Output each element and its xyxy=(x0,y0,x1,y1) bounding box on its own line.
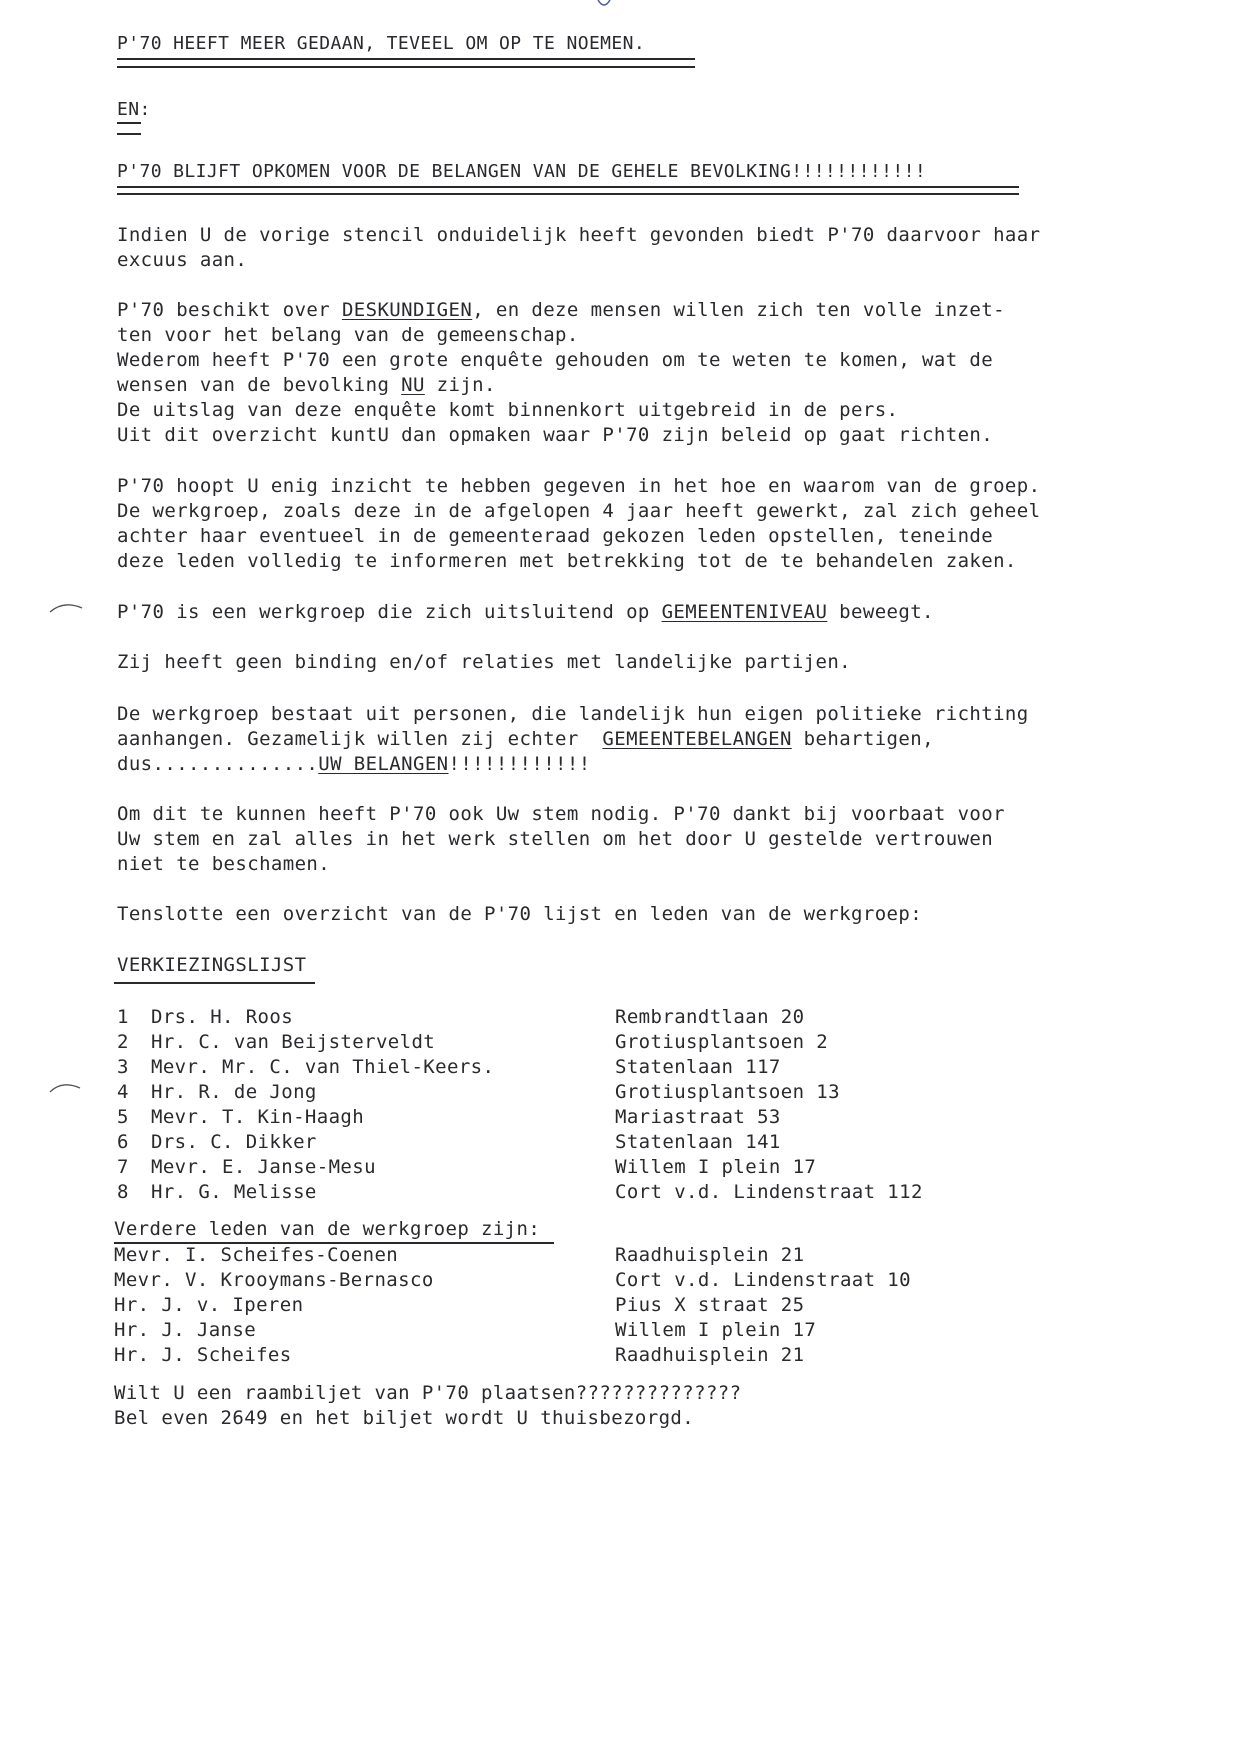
member-name: Hr. J. Janse xyxy=(114,1319,257,1341)
paragraph-line: De uitslag van deze enquête komt binnenkort uitgebreid in de pers. xyxy=(117,399,899,421)
paragraph-line: Om dit te kunnen heeft P'70 ook Uw stem nodig. P'70 dankt bij voorbaat voor xyxy=(117,803,1005,825)
underlined-text: GEMEENTENIVEAU xyxy=(661,601,828,623)
paragraph-line xyxy=(117,752,591,777)
paragraph-line: Indien U de vorige stencil onduidelijk heeft gevonden biedt P'70 daarvoor haar xyxy=(117,224,1041,246)
candidate-address: Grotiusplantsoen 2 xyxy=(615,1031,829,1053)
text-run: P'70 beschikt over xyxy=(117,299,342,321)
candidate-name: Hr. G. Melisse xyxy=(151,1181,317,1203)
list-title-rule xyxy=(114,982,315,984)
member-address: Raadhuisplein 21 xyxy=(615,1344,805,1366)
member-name: Hr. J. v. Iperen xyxy=(114,1294,304,1316)
candidate-name: Drs. C. Dikker xyxy=(151,1131,317,1153)
member-address: Cort v.d. Lindenstraat 10 xyxy=(615,1269,911,1291)
underlined-text: UW BELANGEN xyxy=(318,753,449,775)
text-run: behartigen, xyxy=(791,728,934,750)
candidate-address: Rembrandtlaan 20 xyxy=(615,1006,805,1028)
candidate-name: Hr. R. de Jong xyxy=(151,1081,317,1103)
text-run: !!!!!!!!!!!! xyxy=(448,753,591,775)
candidate-number: 1 xyxy=(117,1006,129,1028)
closing-line: Bel even 2649 en het biljet wordt U thuisbezorgd. xyxy=(114,1407,695,1429)
paragraph-line: excuus aan. xyxy=(117,249,248,271)
candidate-number: 2 xyxy=(117,1031,129,1053)
member-address: Willem I plein 17 xyxy=(615,1319,817,1341)
paragraph-line: De werkgroep bestaat uit personen, die landelijk hun eigen politieke richting xyxy=(117,703,1029,725)
list-title: VERKIEZINGSLIJST xyxy=(117,954,307,976)
paragraph-line: achter haar eventueel in de gemeenteraad gekozen leden opstellen, teneinde xyxy=(117,525,994,547)
candidate-address: Statenlaan 117 xyxy=(615,1056,781,1078)
candidate-number: 6 xyxy=(117,1131,129,1153)
member-name: Mevr. V. Krooymans-Bernasco xyxy=(114,1269,434,1291)
margin-mark xyxy=(48,600,84,614)
candidate-number: 5 xyxy=(117,1106,129,1128)
underlined-text: GEMEENTEBELANGEN xyxy=(602,728,792,750)
paragraph-line xyxy=(117,600,934,625)
member-name: Hr. J. Scheifes xyxy=(114,1344,292,1366)
heading-rule xyxy=(117,186,1019,188)
member-address: Pius X straat 25 xyxy=(615,1294,805,1316)
underlined-text: NU xyxy=(401,374,425,396)
paragraph-line: Uit dit overzicht kuntU dan opmaken waar P'70 zijn beleid op gaat richten. xyxy=(117,424,994,446)
candidate-address: Mariastraat 53 xyxy=(615,1106,781,1128)
paragraph-line: niet te beschamen. xyxy=(117,853,331,875)
closing-line: Wilt U een raambiljet van P'70 plaatsen?????????????? xyxy=(114,1382,742,1404)
candidate-number: 8 xyxy=(117,1181,129,1203)
heading-rule xyxy=(117,193,1019,195)
candidate-number: 3 xyxy=(117,1056,129,1078)
heading-en: EN: xyxy=(117,99,151,120)
paragraph-line: Wederom heeft P'70 een grote enquête gehouden om te weten te komen, wat de xyxy=(117,349,994,371)
text-run: dus.............. xyxy=(117,753,319,775)
candidate-address: Statenlaan 141 xyxy=(615,1131,781,1153)
paragraph-line: deze leden volledig te informeren met betrekking tot de te behandelen zaken. xyxy=(117,550,1017,572)
heading-rule xyxy=(117,133,141,135)
member-address: Raadhuisplein 21 xyxy=(615,1244,805,1266)
heading-main: P'70 HEEFT MEER GEDAAN, TEVEEL OM OP TE NOEMEN. xyxy=(117,33,646,54)
margin-mark xyxy=(48,1080,82,1094)
text-run: aanhangen. Gezamelijk willen zij echter xyxy=(117,728,603,750)
paragraph-line: Tenslotte een overzicht van de P'70 lijst en leden van de werkgroep: xyxy=(117,903,923,925)
heading-rule xyxy=(117,58,695,60)
paragraph-line: Uw stem en zal alles in het werk stellen om het door U gestelde vertrouwen xyxy=(117,828,994,850)
candidate-address: Cort v.d. Lindenstraat 112 xyxy=(615,1181,923,1203)
paragraph-line: P'70 hoopt U enig inzicht te hebben gegeven in het hoe en waarom van de groep. xyxy=(117,475,1041,497)
paragraph-line xyxy=(117,298,1005,323)
text-run: wensen van de bevolking xyxy=(117,374,402,396)
candidate-name: Drs. H. Roos xyxy=(151,1006,294,1028)
candidate-number: 4 xyxy=(117,1081,129,1103)
text-run: zijn. xyxy=(424,374,496,396)
candidate-address: Grotiusplantsoen 13 xyxy=(615,1081,840,1103)
text-run: P'70 is een werkgroep die zich uitsluitend op xyxy=(117,601,662,623)
candidate-name: Mevr. Mr. C. van Thiel-Keers. xyxy=(151,1056,495,1078)
pen-mark xyxy=(596,0,612,10)
candidate-address: Willem I plein 17 xyxy=(615,1156,817,1178)
paragraph-line: De werkgroep, zoals deze in de afgelopen 4 jaar heeft gewerkt, zal zich geheel xyxy=(117,500,1041,522)
text-run: beweegt. xyxy=(827,601,934,623)
candidate-name: Hr. C. van Beijsterveldt xyxy=(151,1031,436,1053)
paragraph-line xyxy=(117,727,934,752)
paragraph-line xyxy=(117,373,496,398)
candidate-number: 7 xyxy=(117,1156,129,1178)
heading-secondary: P'70 BLIJFT OPKOMEN VOOR DE BELANGEN VAN DE GEHELE BEVOLKING!!!!!!!!!!!! xyxy=(117,161,927,182)
paragraph-line: ten voor het belang van de gemeenschap. xyxy=(117,324,579,346)
heading-rule xyxy=(117,66,695,68)
candidate-name: Mevr. T. Kin-Haagh xyxy=(151,1106,365,1128)
member-name: Mevr. I. Scheifes-Coenen xyxy=(114,1244,399,1266)
candidate-name: Mevr. E. Janse-Mesu xyxy=(151,1156,376,1178)
paragraph-line: Zij heeft geen binding en/of relaties met landelijke partijen. xyxy=(117,651,852,673)
heading-rule xyxy=(117,122,141,124)
underlined-text: DESKUNDIGEN xyxy=(341,299,473,321)
members-title: Verdere leden van de werkgroep zijn: xyxy=(114,1218,541,1240)
text-run: , en deze mensen willen zich ten volle inzet- xyxy=(472,299,1005,321)
